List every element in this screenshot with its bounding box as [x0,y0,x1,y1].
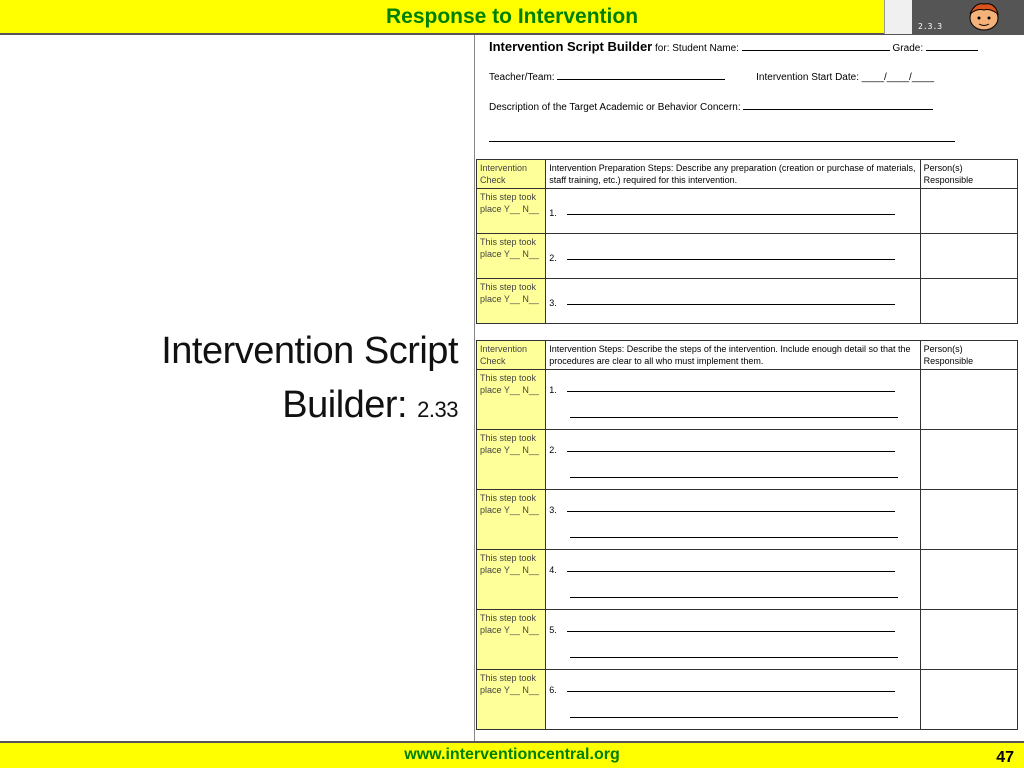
slide-title-line2 [161,378,458,437]
prep-steps-header: Intervention Preparation Steps: Describe any preparation (creation or purchase of materials, staff training, etc.) required for this intervention. [546,160,920,189]
preparation-table [476,159,1018,324]
step-line[interactable] [567,258,895,260]
table-row [477,490,1018,550]
prep-person-header: Person(s) Responsible [920,160,1017,189]
person-cell[interactable] [920,370,1017,430]
step-line[interactable] [567,213,895,215]
header-bar [0,0,1024,35]
teacher-label: Teacher/Team: [489,72,555,83]
steps-check-header: Intervention Check [477,341,546,370]
step-number: 5. [549,625,557,635]
teacher-field[interactable] [557,70,725,80]
description-field[interactable] [743,100,933,110]
person-cell[interactable] [920,279,1017,324]
description-label: Description of the Target Academic or Behavior Concern: [489,102,741,113]
step-check-cell[interactable]: This step took place Y__ N__ [477,430,546,490]
step-check-cell[interactable]: This step took place Y__ N__ [477,610,546,670]
step-check-cell[interactable]: This step took place Y__ N__ [477,670,546,730]
person-cell[interactable] [920,234,1017,279]
person-cell[interactable] [920,189,1017,234]
step-cell[interactable] [546,234,920,279]
step-cell[interactable] [546,189,920,234]
step-number: 1. [549,385,557,395]
intervention-steps-table [476,340,1018,730]
grade-label: Grade: [892,43,924,54]
table-row [477,189,1018,234]
person-cell[interactable] [920,610,1017,670]
step-number: 4. [549,565,557,575]
step-line[interactable] [567,570,895,572]
table-row [477,279,1018,324]
step-check-cell[interactable]: This step took place Y__ N__ [477,370,546,430]
teacher-row [489,70,934,83]
header-title: Response to Intervention [385,5,639,28]
table-row [477,670,1018,730]
page-number: 47 [996,749,1014,766]
step-number: 1. [549,208,557,218]
table-row [477,234,1018,279]
form-title-row [489,39,978,54]
step-number: 3. [549,505,557,515]
step-check-cell[interactable]: This step took place Y__ N__ [477,189,546,234]
step-number: 2. [549,253,557,263]
step-line-2[interactable] [570,656,898,658]
slide-title-word: Builder: [282,384,408,426]
step-check-cell[interactable]: This step took place Y__ N__ [477,279,546,324]
person-cell[interactable] [920,550,1017,610]
person-cell[interactable] [920,670,1017,730]
slide-title-line1: Intervention Script [161,330,458,372]
step-cell[interactable] [546,430,920,490]
person-cell[interactable] [920,490,1017,550]
step-line-2[interactable] [570,416,898,418]
step-check-cell[interactable]: This step took place Y__ N__ [477,234,546,279]
steps-person-header: Person(s) Responsible [920,341,1017,370]
thumbnail-label: 2.3.3 [918,22,943,31]
step-line[interactable] [567,390,895,392]
step-line-2[interactable] [570,536,898,538]
step-line[interactable] [567,303,895,305]
form-title: Intervention Script Builder [489,39,653,54]
step-line-2[interactable] [570,476,898,478]
step-line[interactable] [567,450,895,452]
grade-field[interactable] [926,41,978,51]
slide-title-version: 2.33 [417,397,458,422]
person-cell[interactable] [920,430,1017,490]
step-line[interactable] [567,690,895,692]
step-line[interactable] [567,630,895,632]
step-check-cell[interactable]: This step took place Y__ N__ [477,490,546,550]
slide-title [161,324,458,437]
step-cell[interactable] [546,279,920,324]
step-cell[interactable] [546,670,920,730]
prep-check-header: Intervention Check [477,160,546,189]
steps-header-row [477,341,1018,370]
table-row [477,550,1018,610]
preparation-header-row [477,160,1018,189]
footer-bar [0,741,1024,768]
steps-steps-header: Intervention Steps: Describe the steps of the intervention. Include enough detail so that the procedures are clear to all who must implement them. [546,341,920,370]
step-cell[interactable] [546,610,920,670]
table-row [477,430,1018,490]
thumbnail-strip [884,0,915,34]
step-number: 3. [549,298,557,308]
step-line-2[interactable] [570,716,898,718]
cartoon-face-icon [965,2,1003,32]
description-line2[interactable] [489,141,955,142]
table-row [477,370,1018,430]
step-number: 2. [549,445,557,455]
step-cell[interactable] [546,550,920,610]
step-cell[interactable] [546,370,920,430]
student-name-label: for: Student Name: [655,43,739,54]
step-number: 6. [549,685,557,695]
step-check-cell[interactable]: This step took place Y__ N__ [477,550,546,610]
description-row [489,100,933,113]
step-line[interactable] [567,510,895,512]
start-date-label: Intervention Start Date: ____/____/____ [756,72,935,83]
table-row [477,610,1018,670]
step-line-2[interactable] [570,596,898,598]
student-name-field[interactable] [742,41,890,51]
footer-url[interactable]: www.interventioncentral.org [404,746,620,763]
step-cell[interactable] [546,490,920,550]
script-builder-form [474,35,1024,741]
